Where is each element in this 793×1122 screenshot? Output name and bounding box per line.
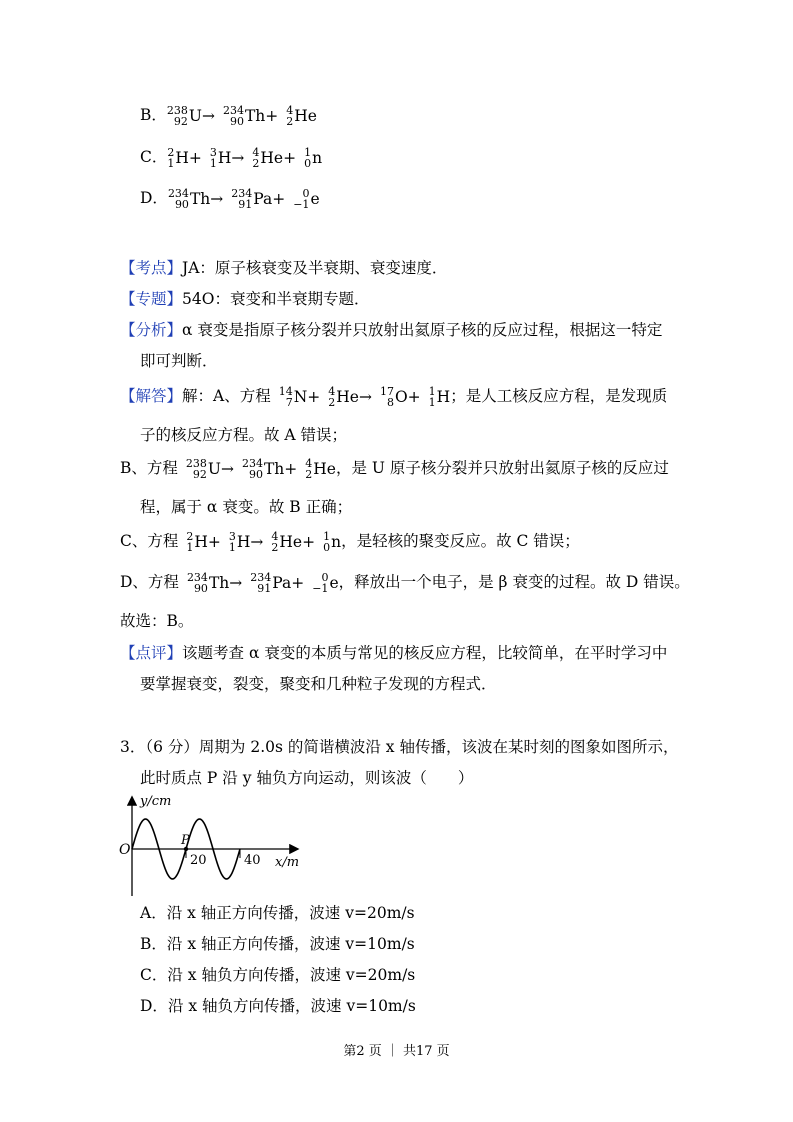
isotope-numbers [168, 188, 189, 210]
isotope-numbers [223, 105, 244, 127]
isotope-numbers [186, 531, 193, 553]
mass-number: 2 [186, 530, 194, 543]
tick-40-label: 40 [244, 853, 261, 868]
fenxi-line-2: 即可判断． [140, 352, 218, 370]
question3-line-1: 3．（6 分）周期为 2.0s 的简谐横波沿 x 轴传播，该波在某时刻的图象如图所示， [120, 738, 679, 756]
jieda-line-b: B、方程 238 92 U→ 234 90 Th+ 4 2 He，是 U 原子核分裂并只放射出氦原子核的反应过 [120, 457, 669, 481]
isotope-numbers [252, 147, 259, 169]
mass-number: 2 [167, 146, 175, 159]
equation-b [166, 104, 317, 128]
nuclide-symbol: H+ [194, 533, 221, 551]
mass-number: 4 [252, 146, 260, 159]
atomic-number: 2 [271, 541, 279, 554]
atomic-number: 2 [328, 396, 336, 409]
mass-number: 17 [379, 385, 394, 398]
nuclide-symbol: Th+ [263, 460, 298, 478]
isotope-numbers [293, 188, 309, 210]
nuclide-symbol: Th→ [208, 574, 243, 592]
atomic-number: 1 [186, 541, 194, 554]
atomic-number: 90 [174, 198, 189, 211]
nuclide-symbol: H→ [217, 149, 245, 167]
mass-number: 234 [186, 571, 208, 584]
page-footer: 第2 页 ｜ 共17 页 [343, 1044, 450, 1059]
isotope-numbers [328, 386, 335, 408]
isotope-numbers [323, 531, 330, 553]
nuclide-symbol: Th+ [244, 107, 279, 125]
nuclide-symbol: Pa+ [253, 190, 286, 208]
mass-number: 238 [185, 457, 207, 470]
atomic-number: 1 [228, 541, 236, 554]
kaodian-line: 【考点】JA：原子核衰变及半衰期、衰变速度． [120, 259, 448, 277]
mass-number: 1 [323, 530, 331, 543]
atomic-number: 1 [428, 396, 436, 409]
isotope-numbers [210, 147, 217, 169]
atomic-number: 91 [257, 582, 272, 595]
mass-number: 1 [428, 385, 436, 398]
equation-c-sol [186, 530, 342, 554]
nuclide-symbol: N+ [293, 388, 321, 406]
atomic-number: 0 [304, 157, 312, 170]
isotope-numbers [187, 572, 208, 594]
equation-c [167, 146, 323, 170]
kaodian-tag: 【考点】 [120, 259, 183, 277]
atomic-number: 0 [323, 541, 331, 554]
isotope-numbers [429, 386, 436, 408]
isotope-numbers [250, 572, 271, 594]
nuclide-symbol: He [313, 460, 336, 478]
atomic-number: 2 [286, 115, 294, 128]
atomic-number: 8 [386, 396, 394, 409]
atomic-number: 92 [192, 468, 207, 481]
mass-number: 3 [228, 530, 236, 543]
isotope-numbers [279, 386, 293, 408]
isotope-numbers [231, 188, 252, 210]
mass-number: 4 [286, 104, 294, 117]
atomic-number: 7 [285, 396, 293, 409]
atomic-number: 1 [167, 157, 175, 170]
mass-number: 234 [231, 187, 253, 200]
nuclide-symbol: Pa+ [272, 574, 305, 592]
equation-b-sol [185, 457, 336, 481]
atomic-number: −1 [312, 582, 329, 595]
option-b-prev: B． 238 92 U→ 234 90 Th+ 4 2 He [140, 104, 317, 128]
option-d-prev: D． 234 90 Th→ 234 91 Pa+ 0 −1 e [140, 187, 320, 211]
mass-number: 3 [209, 146, 217, 159]
x-axis-label: x/m [275, 855, 300, 870]
wave-figure [115, 792, 305, 902]
point-p-label: P [181, 833, 190, 848]
isotope-numbers [304, 147, 311, 169]
y-axis-label: y/cm [140, 794, 172, 809]
atomic-number: 1 [209, 157, 217, 170]
mass-number: 234 [250, 571, 272, 584]
mass-number: 1 [304, 146, 312, 159]
isotope-numbers [305, 458, 312, 480]
atomic-number: 91 [238, 198, 253, 211]
dianping-line-1: 【点评】该题考查 α 衰变的本质与常见的核反应方程，比较简单，在平时学习中 [120, 644, 668, 662]
atomic-number: 90 [248, 468, 263, 481]
q3-option-b: B．沿 x 轴正方向传播，波速 v=10m/s [140, 935, 415, 953]
guxuan-line: 故选：B。 [120, 612, 194, 630]
nuclide-symbol: e [310, 190, 320, 208]
atomic-number: −1 [293, 198, 310, 211]
jieda-line-a2: 子的核反应方程。故 A 错误； [140, 426, 348, 444]
nuclide-symbol: Th→ [189, 190, 224, 208]
dianping-line-2: 要掌握衰变，裂变，聚变和几种粒子发现的方程式． [140, 675, 497, 693]
isotope-numbers [167, 147, 174, 169]
equation-d [167, 187, 320, 211]
jieda-line-a: 【解答】解：A、方程 14 7 N+ 4 2 He→ 17 8 O+ 1 1 H；是人工核反应方程，是发现质 [120, 385, 668, 409]
mass-number: 234 [167, 187, 189, 200]
atomic-number: 92 [173, 115, 188, 128]
fenxi-line-1: 【分析】α 衰变是指原子核分裂并只放射出氦原子核的反应过程，根据这一特定 [120, 321, 663, 339]
jieda-tag: 【解答】 [120, 387, 183, 405]
nuclide-symbol: U→ [188, 107, 215, 125]
atomic-number: 90 [193, 582, 208, 595]
nuclide-symbol: He+ [260, 149, 297, 167]
mass-number: 0 [302, 187, 310, 200]
isotope-numbers [271, 531, 278, 553]
nuclide-symbol: H+ [175, 149, 202, 167]
fenxi-tag: 【分析】 [120, 321, 183, 339]
nuclide-symbol: e [329, 574, 339, 592]
mass-number: 238 [166, 104, 188, 117]
nuclide-symbol: He [294, 107, 317, 125]
atomic-number: 2 [305, 468, 313, 481]
nuclide-symbol: n [312, 149, 323, 167]
isotope-numbers [167, 105, 188, 127]
isotope-numbers [286, 105, 293, 127]
option-c-prev: C． 2 1 H+ 3 1 H→ 4 2 He+ 1 0 n [140, 146, 323, 170]
q3-option-a: A．沿 x 轴正方向传播，波速 v=20m/s [140, 904, 415, 922]
nuclide-symbol: He+ [279, 533, 316, 551]
mass-number: 0 [321, 571, 329, 584]
mass-number: 234 [222, 104, 244, 117]
tick-20-label: 20 [190, 853, 207, 868]
jieda-line-c: C、方程 2 1 H+ 3 1 H→ 4 2 He+ 1 0 n，是轻核的聚变反应。故 C 错误； [120, 530, 580, 554]
equation-d-sol [186, 571, 339, 595]
atomic-number: 2 [252, 157, 260, 170]
mass-number: 4 [328, 385, 336, 398]
dianping-tag: 【点评】 [120, 644, 183, 662]
isotope-numbers [229, 531, 236, 553]
jieda-line-d: D、方程 234 90 Th→ 234 91 Pa+ 0 −1 e，释放出一个电子，是 β 衰变的过程。故 D 错误。 [120, 571, 690, 595]
atomic-number: 90 [229, 115, 244, 128]
mass-number: 4 [305, 457, 313, 470]
jieda-line-b2: 程，属于 α 衰变。故 B 正确； [140, 498, 353, 516]
nuclide-symbol: n [331, 533, 342, 551]
isotope-numbers [242, 458, 263, 480]
origin-label: O [119, 842, 131, 858]
nuclide-symbol: U→ [207, 460, 234, 478]
question3-line-2: 此时质点 P 沿 y 轴负方向运动，则该波（ ） [140, 769, 474, 787]
mass-number: 4 [271, 530, 279, 543]
isotope-numbers [186, 458, 207, 480]
nuclide-symbol: O+ [394, 388, 421, 406]
mass-number: 14 [278, 385, 293, 398]
zhuanti-line: 【专题】54O：衰变和半衰期专题． [120, 290, 370, 308]
isotope-numbers [380, 386, 394, 408]
q3-option-c: C．沿 x 轴负方向传播，波速 v=20m/s [140, 966, 416, 984]
zhuanti-tag: 【专题】 [120, 290, 183, 308]
isotope-numbers [312, 572, 328, 594]
mass-number: 234 [241, 457, 263, 470]
nuclide-symbol: H [436, 388, 451, 406]
nuclide-symbol: H→ [236, 533, 264, 551]
nuclide-symbol: He→ [336, 388, 372, 406]
q3-option-d: D．沿 x 轴负方向传播，波速 v=10m/s [140, 997, 416, 1015]
equation-a [278, 385, 451, 409]
